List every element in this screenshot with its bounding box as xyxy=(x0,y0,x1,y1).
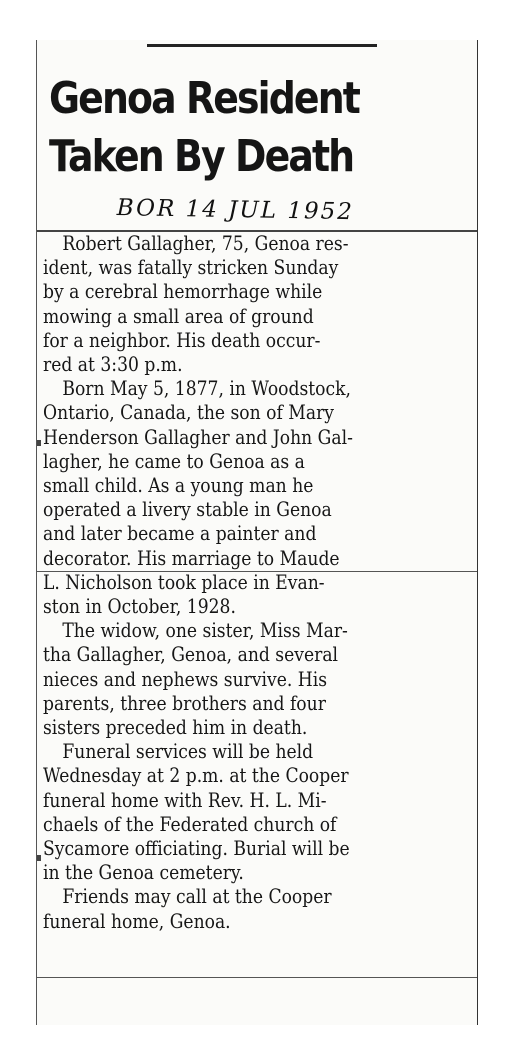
article-line: by a cerebral hemorrhage while xyxy=(43,280,323,304)
article-line: chaels of the Federated church of xyxy=(43,812,337,836)
article-line: ident, was fatally stricken Sunday xyxy=(43,256,339,280)
edge-mark xyxy=(37,440,41,446)
article-line: small child. As a young man he xyxy=(43,474,314,498)
article-line: for a neighbor. His death occur- xyxy=(43,328,321,352)
article-line: L. Nicholson took place in Evan- xyxy=(43,570,325,594)
article-line: nieces and nephews survive. His xyxy=(43,667,328,691)
headline-line-2: Taken By Death xyxy=(49,131,354,182)
article-line: parents, three brothers and four xyxy=(43,691,326,715)
article-line: ston in October, 1928. xyxy=(43,595,236,619)
article-line: decorator. His marriage to Maude xyxy=(43,546,340,570)
headline-line-1: Genoa Resident xyxy=(49,73,359,124)
article-line: tha Gallagher, Genoa, and several xyxy=(43,643,339,667)
article-line: Robert Gallagher, 75, Genoa res- xyxy=(62,232,349,255)
article-body xyxy=(43,232,430,934)
article-line: in the Genoa cemetery. xyxy=(43,861,244,885)
article-line: sisters preceded him in death. xyxy=(43,716,308,740)
newspaper-clipping xyxy=(36,40,478,1025)
article-line: Friends may call at the Cooper xyxy=(62,885,332,909)
article-line: operated a livery stable in Genoa xyxy=(43,498,332,522)
article-line: funeral home, Genoa. xyxy=(43,909,231,933)
article-line: red at 3:30 p.m. xyxy=(43,353,183,377)
article-line: Funeral services will be held xyxy=(62,740,314,764)
handwritten-date-note: BOR 14 JUL 1952 xyxy=(116,195,355,226)
article-line: mowing a small area of ground xyxy=(43,304,314,328)
article-line: Sycamore officiating. Burial will be xyxy=(43,837,350,861)
headline xyxy=(49,70,410,186)
top-rule xyxy=(147,44,377,47)
article-line: and later became a painter and xyxy=(43,522,317,546)
edge-mark xyxy=(37,855,41,861)
column-rule xyxy=(37,977,477,978)
article-line: The widow, one sister, Miss Mar- xyxy=(62,619,348,643)
article-line: Ontario, Canada, the son of Mary xyxy=(43,401,334,425)
article-line: funeral home with Rev. H. L. Mi- xyxy=(43,788,327,812)
article-line: lagher, he came to Genoa as a xyxy=(43,449,305,473)
article-line: Wednesday at 2 p.m. at the Cooper xyxy=(43,764,349,788)
article-line: Born May 5, 1877, in Woodstock, xyxy=(62,377,351,401)
article-line: Henderson Gallagher and John Gal- xyxy=(43,425,353,449)
